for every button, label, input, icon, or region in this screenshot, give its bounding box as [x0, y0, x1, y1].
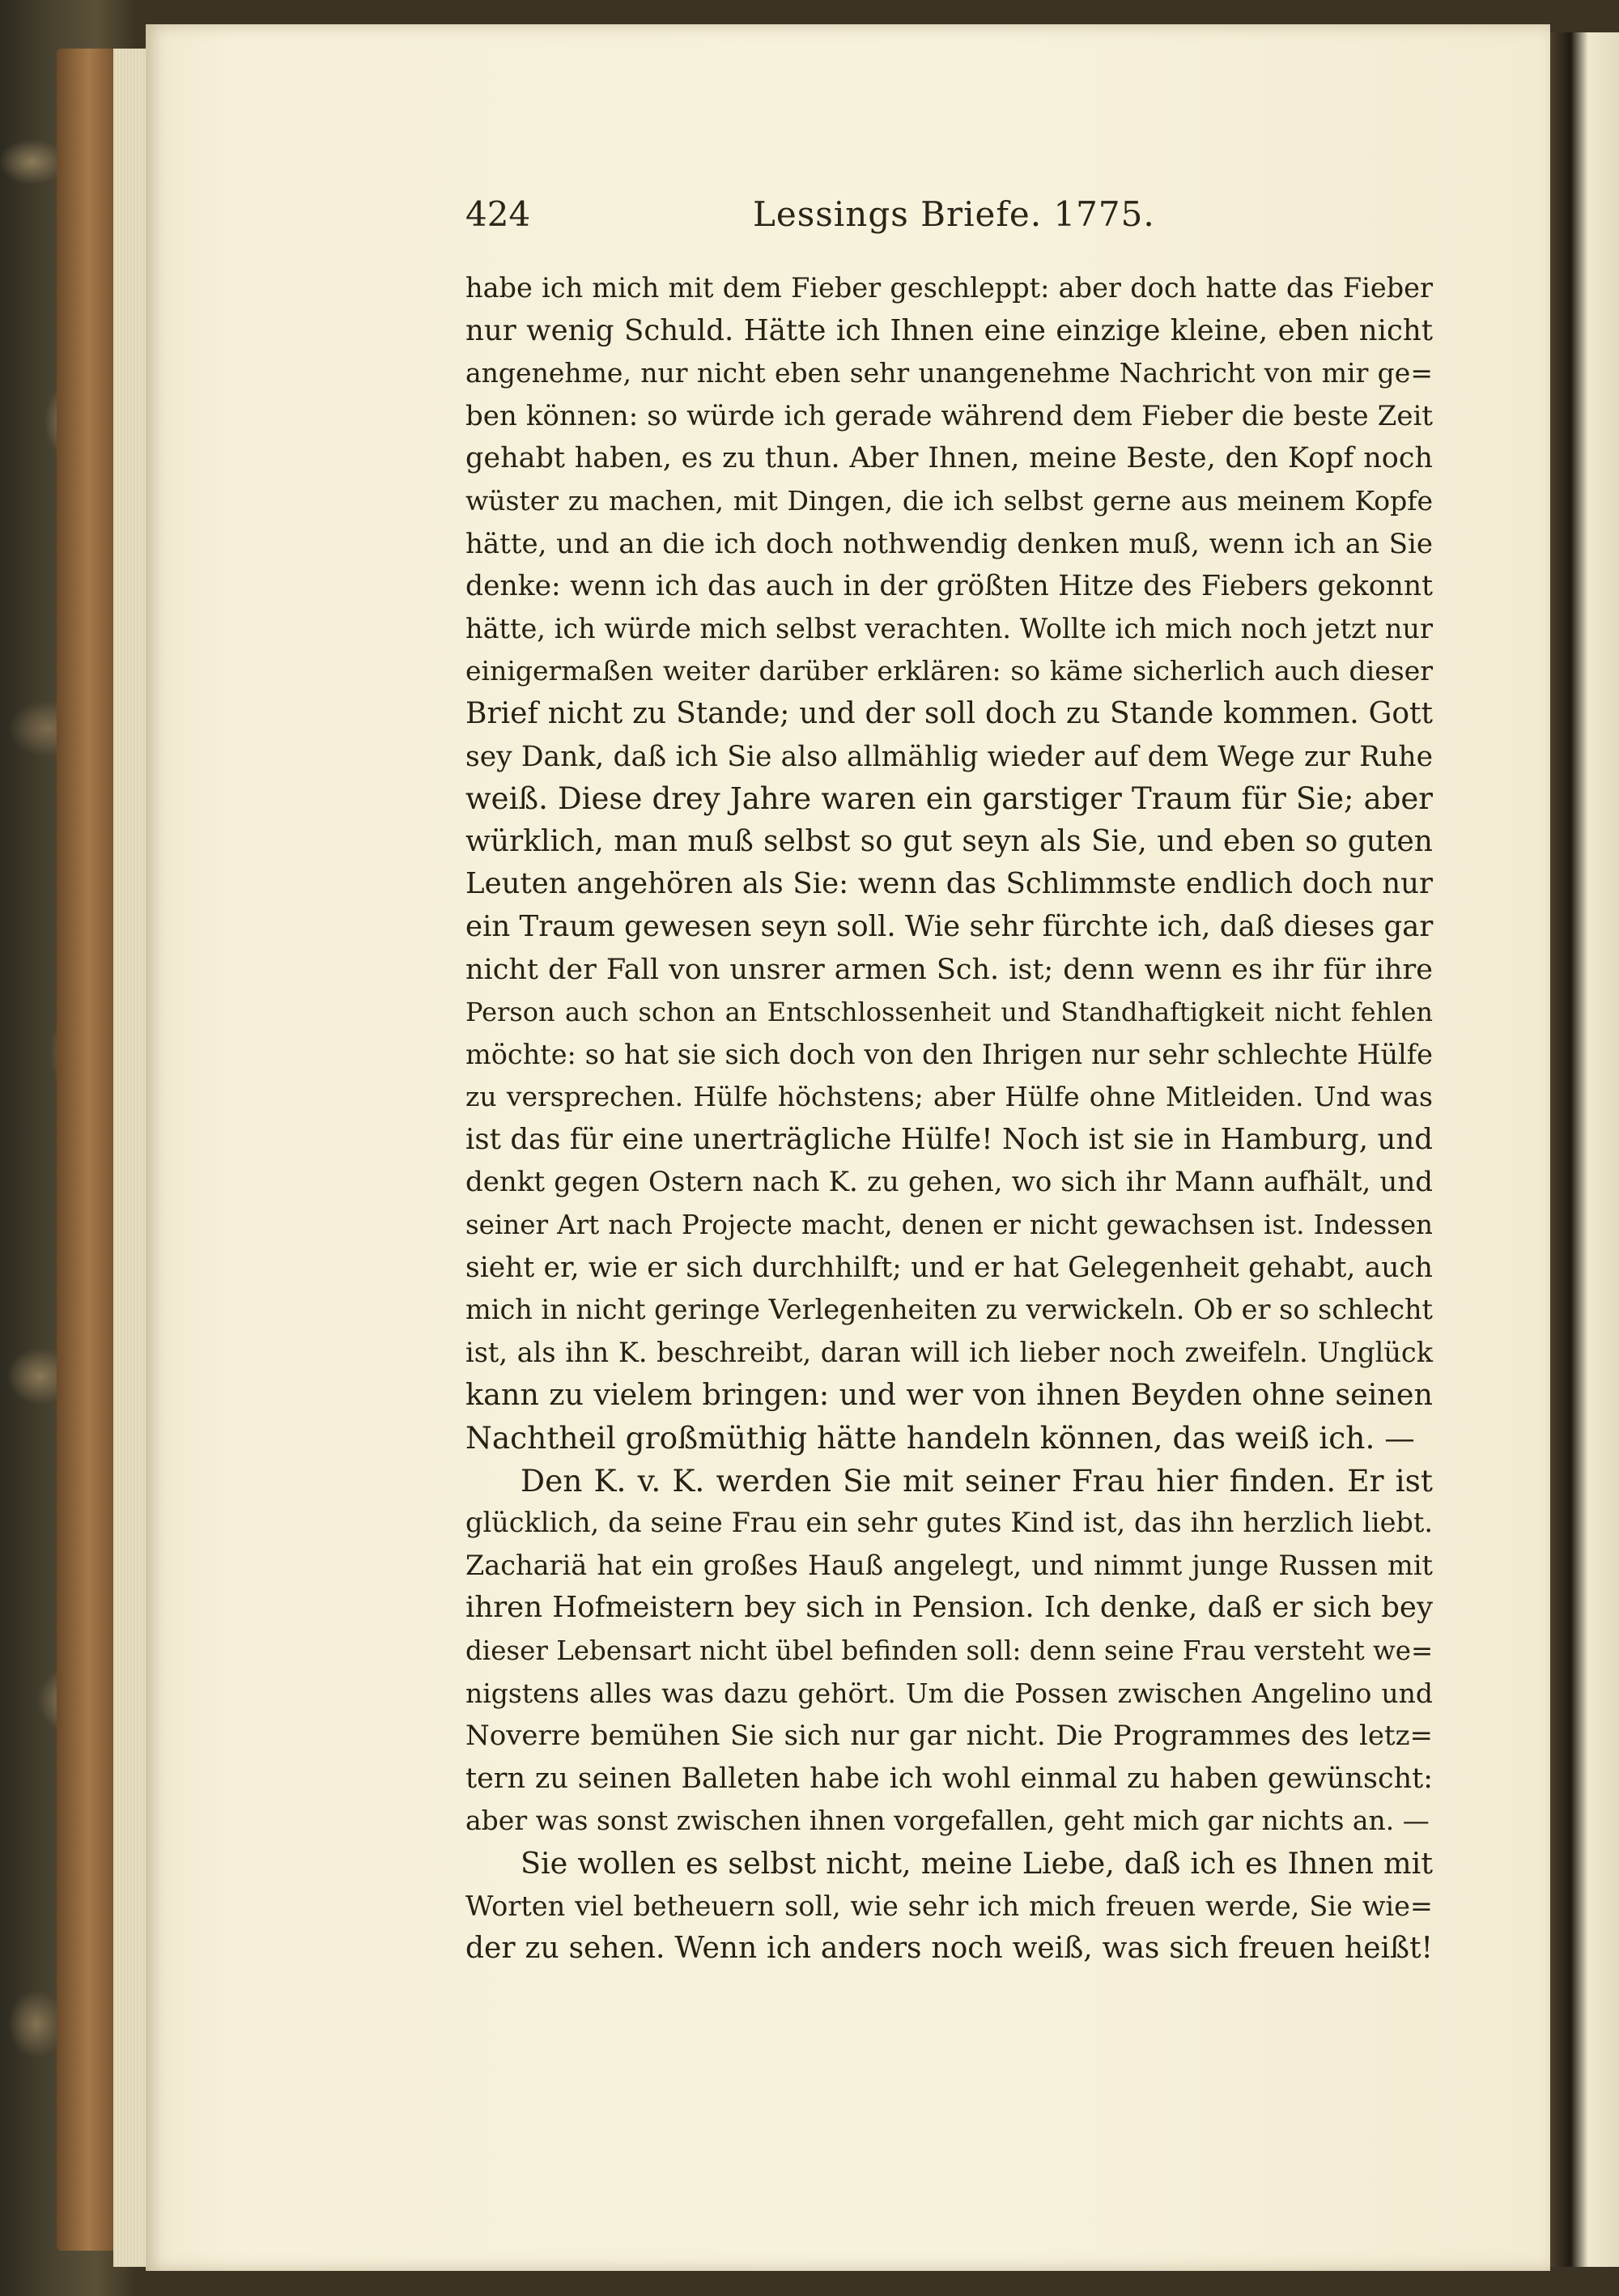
- text-line: der zu sehen. Wenn ich anders noch weiß, was sich freuen heißt!: [465, 1932, 1433, 1966]
- facing-page-edge: [1550, 32, 1619, 2267]
- text-line: ist, als ihn K. beschreibt, daran will ich lieber noch zweifeln. Unglück: [465, 1336, 1433, 1368]
- text-line: zu versprechen. Hülfe höchstens; aber Hülfe ohne Mitleiden. Und was: [465, 1081, 1433, 1113]
- text-line: dieser Lebensart nicht übel befinden soll: denn seine Frau versteht we=: [465, 1635, 1434, 1666]
- running-head: Lessings Briefe. 1775.: [753, 194, 1155, 234]
- text-line: ihren Hofmeistern bey sich in Pension. Ich denke, daß er sich bey: [465, 1591, 1433, 1625]
- text-line: wüster zu machen, mit Dingen, die ich selbst gerne aus meinem Kopfe: [465, 484, 1433, 517]
- text-line: Worten viel betheuern soll, wie sehr ich mich freuen werde, Sie wie=: [465, 1890, 1433, 1922]
- text-line: nigstens alles was dazu gehört. Um die Possen zwischen Angelino und: [465, 1677, 1433, 1709]
- book-spine: [57, 49, 121, 2251]
- text-line: seiner Art nach Projecte macht, denen er nicht gewachsen ist. Indessen: [465, 1210, 1433, 1241]
- text-line: habe ich mich mit dem Fieber geschleppt: aber doch hatte das Fieber: [465, 272, 1433, 304]
- text-line: glücklich, da seine Frau ein sehr gutes Kind ist, das ihn herzlich liebt.: [465, 1507, 1433, 1539]
- text-line: hätte, ich würde mich selbst verachten. Wollte ich mich noch jetzt nur: [465, 612, 1433, 644]
- text-line: möchte: so hat sie sich doch von den Ihrigen nur sehr schlechte Hülfe: [465, 1038, 1433, 1070]
- page-header: [465, 194, 1437, 243]
- text-line: denkt gegen Ostern nach K. zu gehen, wo sich ihr Mann aufhält, und: [465, 1166, 1433, 1199]
- text-line: nur wenig Schuld. Hätte ich Ihnen eine einzige kleine, eben nicht: [465, 313, 1433, 347]
- text-line: gehabt haben, es zu thun. Aber Ihnen, meine Beste, den Kopf noch: [465, 442, 1433, 475]
- text-line: würklich, man muß selbst so gut seyn als Sie, und eben so guten: [465, 824, 1433, 858]
- text-line: angenehme, nur nicht eben sehr unangenehme Nachricht von mir ge=: [465, 357, 1433, 389]
- text-line: ben können: so würde ich gerade während dem Fieber die beste Zeit: [465, 399, 1433, 432]
- text-line: hätte, und an die ich doch nothwendig denken muß, wenn ich an Sie: [465, 527, 1433, 560]
- text-line: sieht er, wie er sich durchhilft; und er hat Gelegenheit gehabt, auch: [465, 1251, 1433, 1284]
- text-line: Brief nicht zu Stande; und der soll doch zu Stande kommen. Gott: [465, 696, 1433, 730]
- letter-text: [465, 267, 1433, 1971]
- text-line: mich in nicht geringe Verlegenheiten zu verwickeln. Ob er so schlecht: [465, 1294, 1434, 1326]
- text-line: kann zu vielem bringen: und wer von ihnen Beyden ohne seinen: [465, 1377, 1433, 1413]
- text-line: Nachtheil großmüthig hätte handeln können, das weiß ich. —: [465, 1420, 1415, 1456]
- text-line: Leuten angehören als Sie: wenn das Schlimmste endlich doch nur: [465, 867, 1433, 901]
- text-line: aber was sonst zwischen ihnen vorgefallen, geht mich gar nichts an. —: [465, 1805, 1430, 1837]
- text-line: Den K. v. K. werden Sie mit seiner Frau hier finden. Er ist: [521, 1462, 1433, 1499]
- page-number: 424: [465, 194, 531, 234]
- text-line: tern zu seinen Balleten habe ich wohl einmal zu haben gewünscht:: [465, 1762, 1433, 1795]
- text-line: sey Dank, daß ich Sie also allmählig wieder auf dem Wege zur Ruhe: [465, 740, 1433, 773]
- text-line: einigermaßen weiter darüber erklären: so käme sicherlich auch dieser: [465, 655, 1433, 687]
- text-line: Noverre bemühen Sie sich nur gar nicht. Die Programmes des letz=: [465, 1720, 1433, 1753]
- text-line: Person auch schon an Entschlossenheit und Standhaftigkeit nicht fehlen: [465, 997, 1433, 1028]
- text-line: Zachariä hat ein großes Hauß angelegt, und nimmt junge Russen mit: [465, 1549, 1433, 1581]
- text-line: ist das für eine unerträgliche Hülfe! Noch ist sie in Hamburg, und: [465, 1122, 1433, 1156]
- text-line: nicht der Fall von unsrer armen Sch. ist; denn wenn es ihr für ihre: [465, 953, 1433, 986]
- text-line: ein Traum gewesen seyn soll. Wie sehr fürchte ich, daß dieses gar: [465, 909, 1434, 943]
- text-line: Sie wollen es selbst nicht, meine Liebe, daß ich es Ihnen mit: [521, 1845, 1433, 1881]
- text-line: weiß. Diese drey Jahre waren ein garstiger Traum für Sie; aber: [465, 781, 1433, 817]
- text-line: denke: wenn ich das auch in der größten Hitze des Fiebers gekonnt: [465, 570, 1433, 603]
